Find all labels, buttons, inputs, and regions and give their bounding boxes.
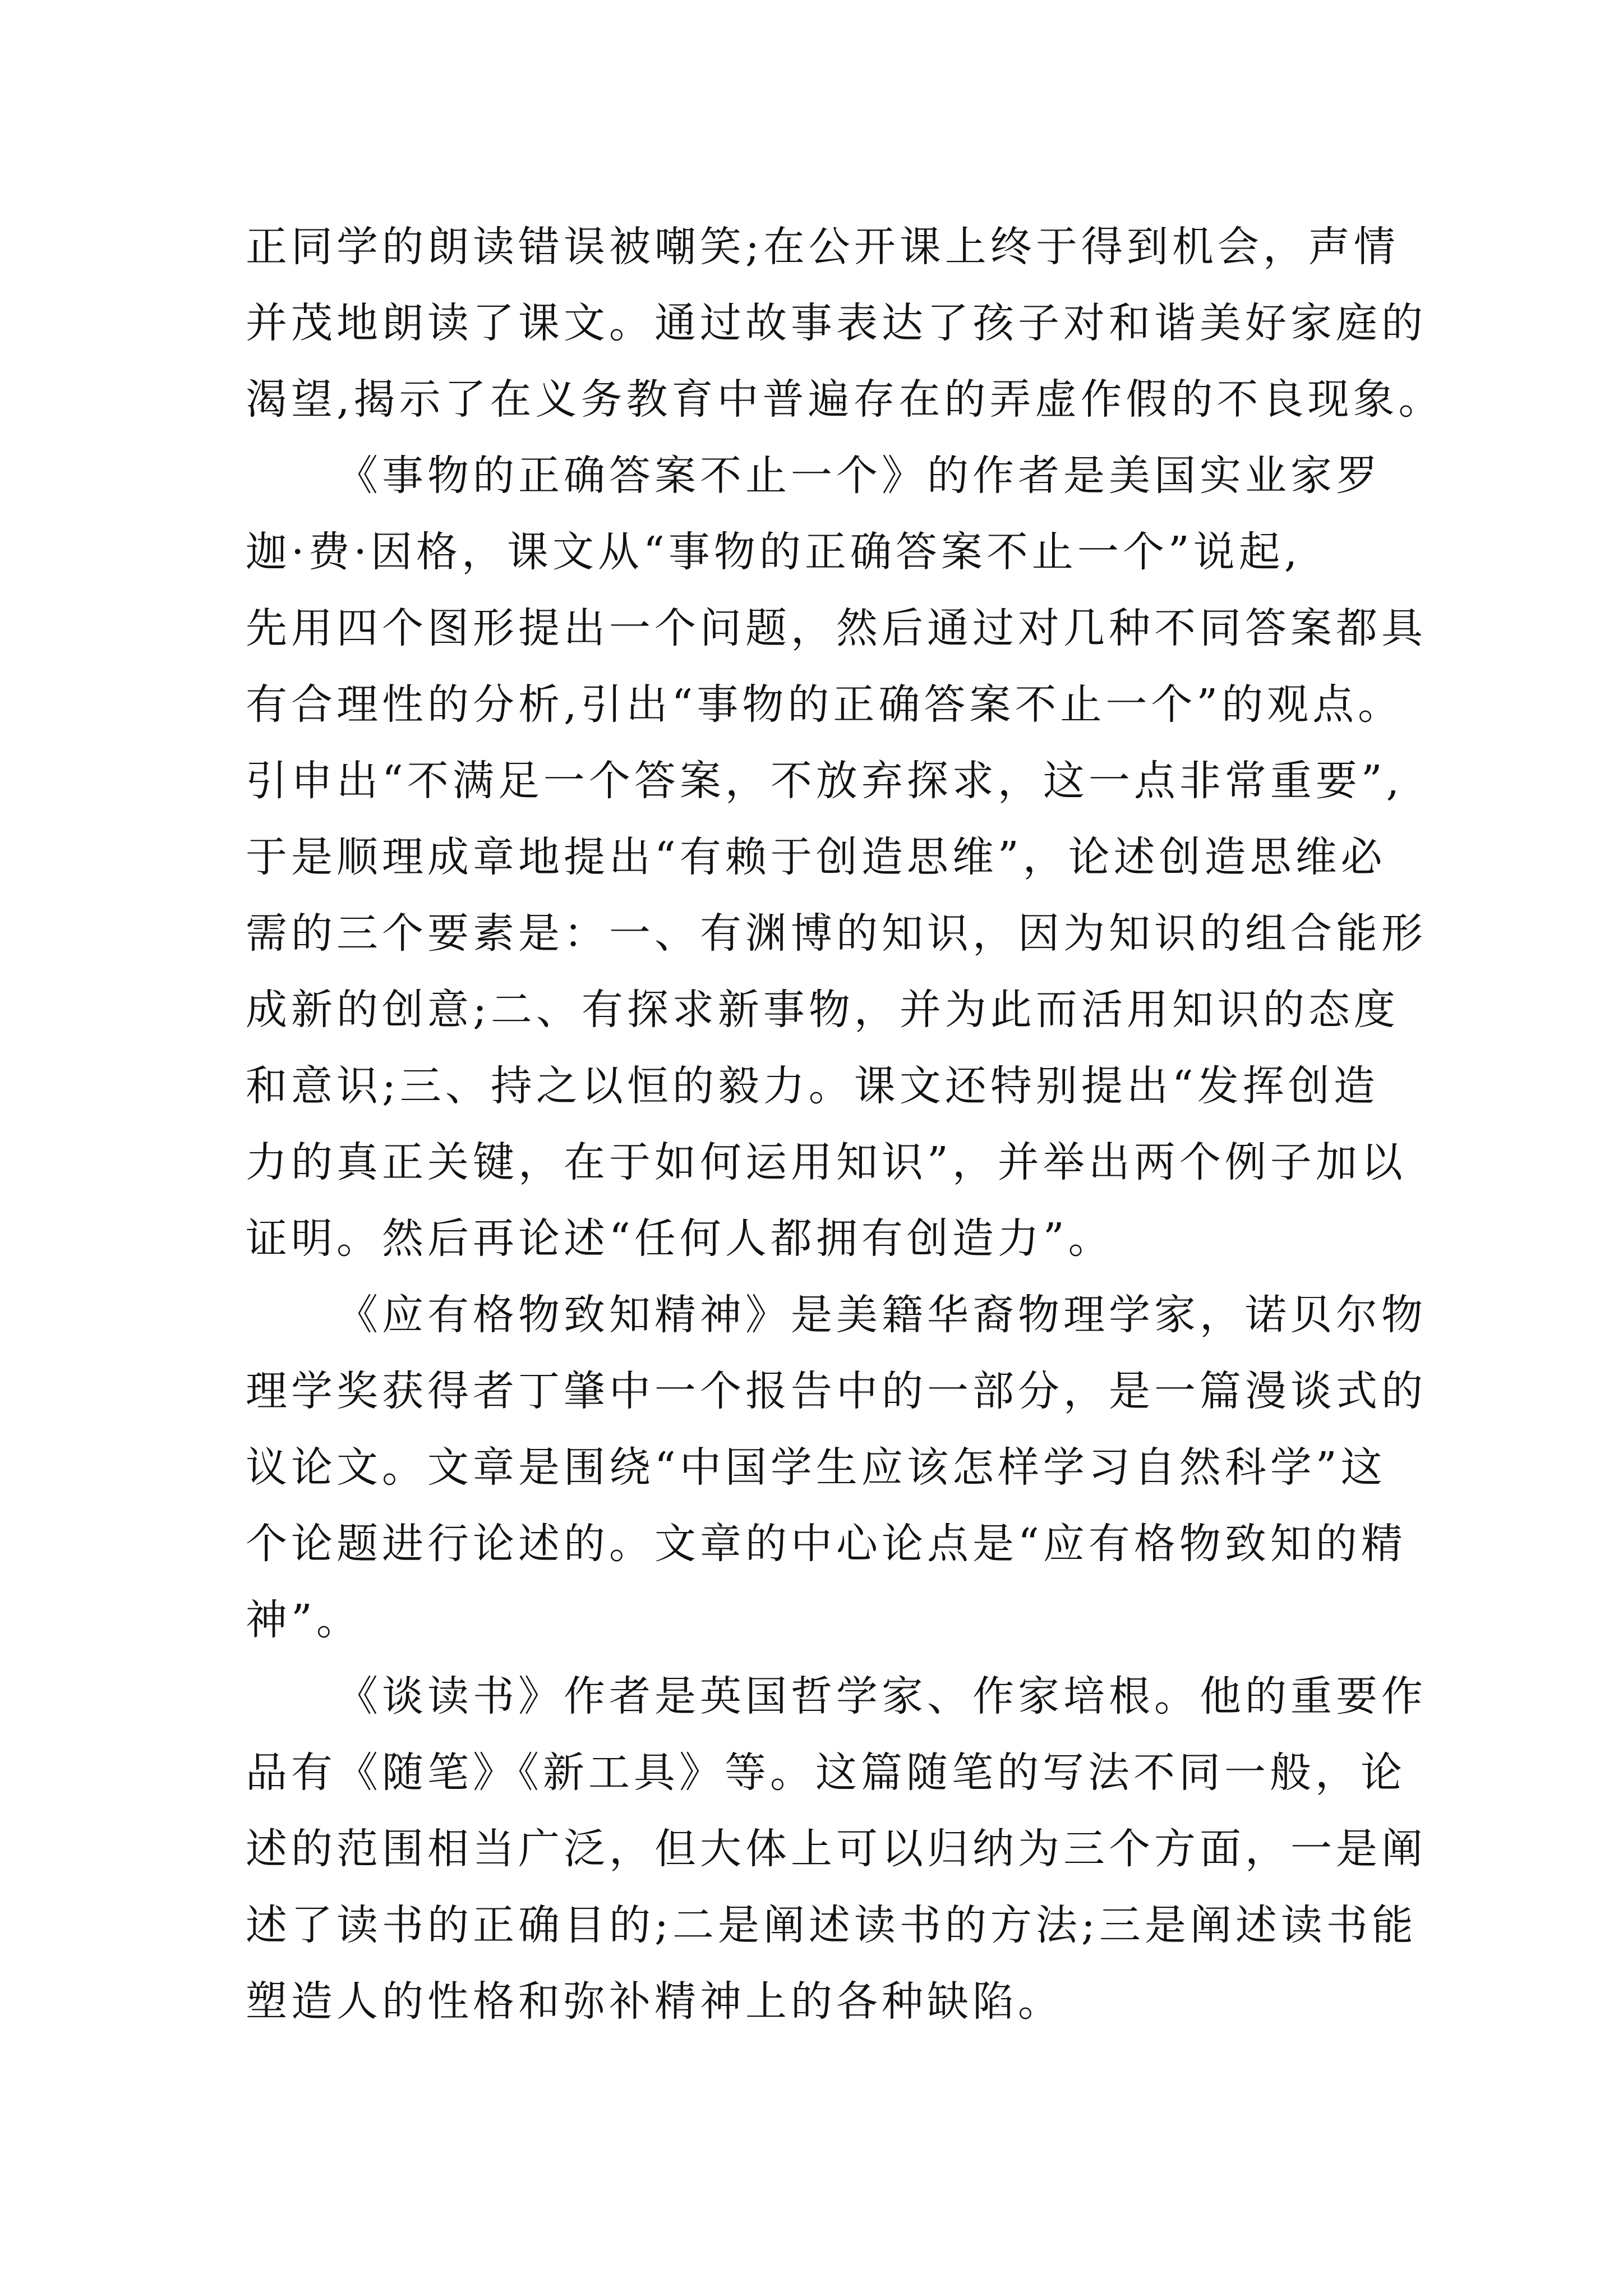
text-line: 需的三个要素是：一、有渊博的知识，因为知识的组合能形 [246, 909, 1427, 958]
paragraph-3 [246, 1277, 1427, 1658]
text-line: 议论文。文章是围绕“中国学生应该怎样学习自然科学”这 [246, 1443, 1386, 1492]
text-line: 神”。 [246, 1596, 362, 1644]
text-line: 力的真正关键，在于如何运用知识”，并举出两个例子加以 [246, 1138, 1407, 1186]
text-line: 《谈读书》作者是英国哲学家、作家培根。他的重要作 [336, 1672, 1427, 1720]
text-line: 迦·费·因格，课文从“事物的正确答案不止一个”说起, [246, 528, 1302, 576]
paragraph-4 [246, 1658, 1427, 2040]
text-line: 个论题进行论述的。文章的中心论点是“应有格物致知的精 [246, 1520, 1407, 1568]
text-line: 渴望,揭示了在义务教育中普遍存在的弄虚作假的不良现象。 [246, 375, 1444, 424]
text-line: 证明。然后再论述“任何人都拥有创造力”。 [246, 1214, 1114, 1263]
text-line: 正同学的朗读错误被嘲笑;在公开课上终于得到机会，声情 [246, 223, 1399, 271]
text-line: 《应有格物致知精神》是美籍华裔物理学家，诺贝尔物 [336, 1291, 1427, 1339]
text-line: 述了读书的正确目的;二是阐述读书的方法;三是阐述读书能 [246, 1901, 1417, 1949]
document-body [246, 209, 1444, 2040]
text-line: 先用四个图形提出一个问题，然后通过对几种不同答案都具 [246, 604, 1427, 652]
text-line: 引申出“不满足一个答案，不放弃探求，这一点非常重要”, [246, 757, 1404, 805]
text-line: 有合理性的分析,引出“事物的正确答案不止一个”的观点。 [246, 680, 1404, 729]
text-line: 品有《随笔》《新工具》等。这篇随笔的写法不同一般，论 [246, 1749, 1406, 1797]
paragraph-1 [246, 209, 1444, 438]
text-line: 和意识;三、持之以恒的毅力。课文还特别提出“发挥创造 [246, 1062, 1379, 1110]
text-line: 塑造人的性格和弥补精神上的各种缺陷。 [246, 1977, 1063, 2026]
text-line: 理学奖获得者丁肇中一个报告中的一部分，是一篇漫谈式的 [246, 1367, 1427, 1415]
text-line: 于是顺理成章地提出“有赖于创造思维”，论述创造思维必 [246, 833, 1386, 881]
text-line: 并茂地朗读了课文。通过故事表达了孩子对和谐美好家庭的 [246, 299, 1427, 347]
text-line: 成新的创意;二、有探求新事物，并为此而活用知识的态度 [246, 986, 1399, 1034]
paragraph-2 [246, 438, 1427, 1277]
text-line: 述的范围相当广泛，但大体上可以归纳为三个方面，一是阐 [246, 1825, 1427, 1873]
text-line: 《事物的正确答案不止一个》的作者是美国实业家罗 [336, 452, 1381, 500]
